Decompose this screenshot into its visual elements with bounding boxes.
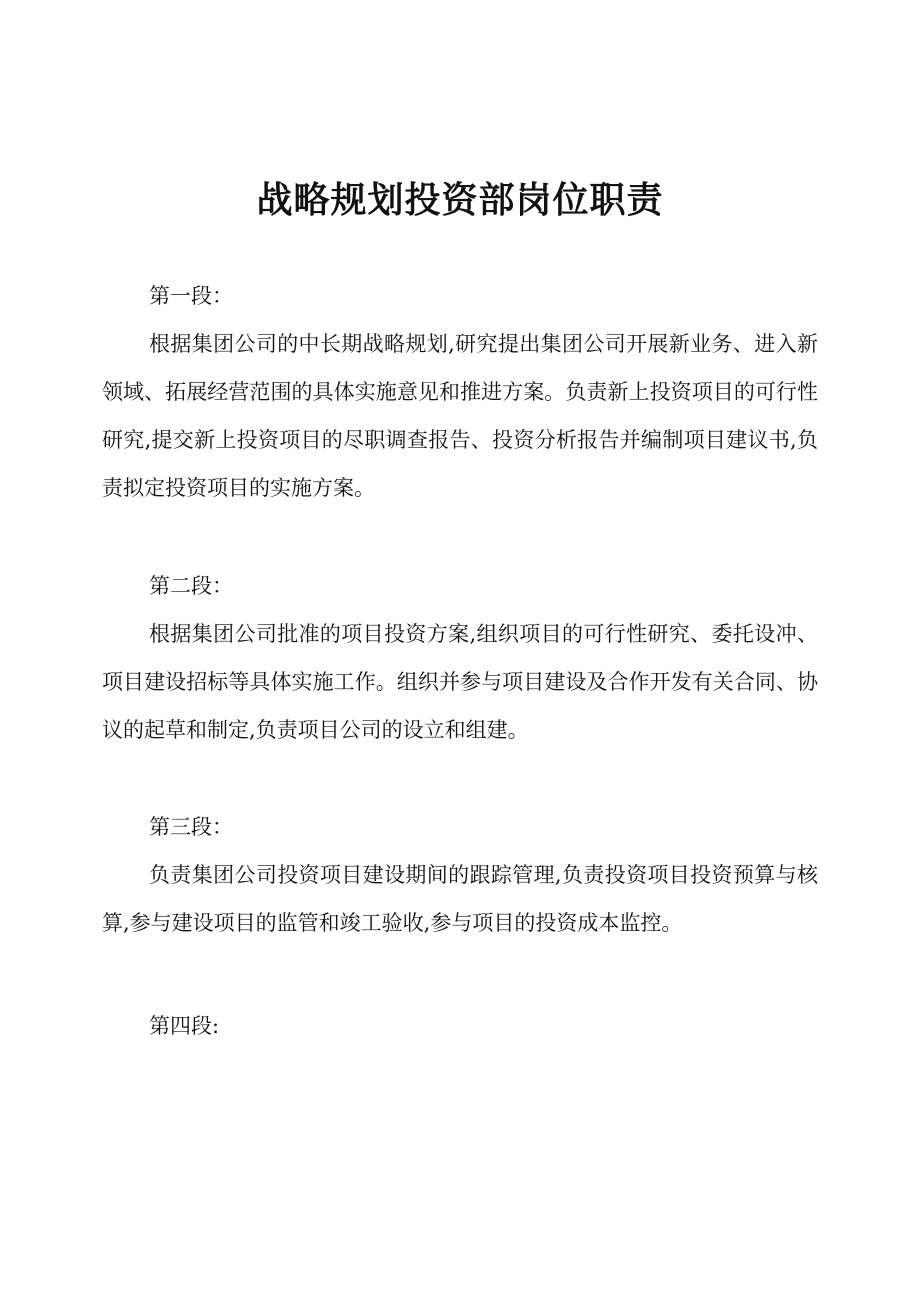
section-3 bbox=[102, 803, 818, 947]
section-paragraph: 根据集团公司批准的项目投资方案,组织项目的可行性研究、委托设冲、项目建设招标等具体实施工作。组织并参与项目建设及合作开发有关合同、协议的起草和制定,负责项目公司的设立和组建。 bbox=[102, 622, 818, 742]
section-heading: 第一段： bbox=[149, 284, 233, 308]
section-heading: 第二段： bbox=[149, 574, 233, 598]
section-paragraph: 根据集团公司的中长期战略规划,研究提出集团公司开展新业务、进入新领域、拓展经营范围的具体实施意见和推进方案。负责新上投资项目的可行性研究,提交新上投资项目的尽职调查报告、投资分析报告并编制项目建议书,负责拟定投资项目的实施方案。 bbox=[102, 332, 818, 500]
section-4 bbox=[102, 1002, 818, 1050]
section-1 bbox=[102, 272, 818, 512]
document-title: 战略规划投资部岗位职责 bbox=[256, 180, 664, 221]
section-2 bbox=[102, 562, 818, 754]
section-paragraph: 负责集团公司投资项目建设期间的跟踪管理,负责投资项目投资预算与核算,参与建设项目的监管和竣工验收,参与项目的投资成本监控。 bbox=[102, 863, 818, 935]
section-heading: 第四段: bbox=[149, 1014, 220, 1038]
section-heading: 第三段： bbox=[149, 815, 233, 839]
